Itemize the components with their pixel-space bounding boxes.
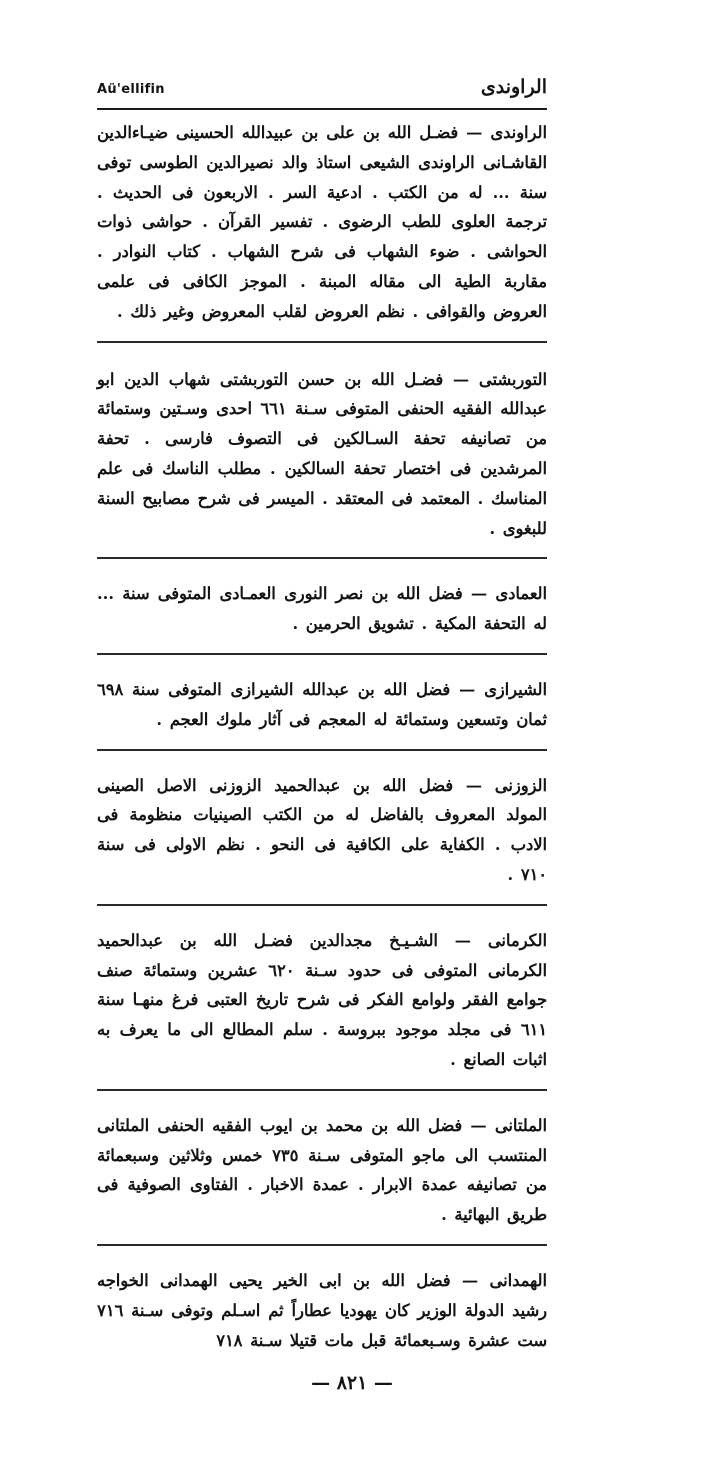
entry-divider <box>97 904 547 906</box>
entry-text: الملتانى — فضل الله بن محمد بن ايوب الفقيه الحنفى الملتانى المنتسب الى ماجو المتوفى سـنة ٧٣٥ خمس وثلاثين وسبعمائة من تصانيفه عمدة الابرار . عمدة الاخبار . الفتاوى الصوفية فى طريق البهائية . <box>97 1115 547 1225</box>
entry-text: التوربشتى — فضـل الله بن حسن التوربشتى شهاب الدين ابو عبدالله الفقيه الحنفى المتوفى سـنة ٦٦١ احدى وسـتين وستمائة من تصانيفه تحفة السـالكين فى التصوف فارسى . تحفة المرشدين فى اختصار تحفة السالكين . مطلب الناسك فى علم المناسك . المعتمد فى المعتقد . الميسر فى شرح مصابيح السنة للبغوى . <box>97 369 547 538</box>
entry-text: الراوندى — فضـل الله بن على بن عبيدالله الحسينى ضيـاءالدين القاشـانى الراوندى الشيعى استاذ والد نصيرالدين الطوسى توفى سنة ... له من الكتب . ادعية السر . الاربعون فى الحديث . ترجمة العلوى للطب الرضوى . تفسير القرآن . حواشى ذوات الحواشى . ضوء الشهاب فى شرح الشهاب . كتاب النوادر . مقاربة الطية الى مقاله المبنة . الموجز الكافى فى علمى العروض والقوافى . نظم العروض لقلب المعروض وغير ذلك . <box>97 123 547 321</box>
header-divider <box>97 108 547 110</box>
entry-text: العمادى — فضل الله بن نصر النورى العمـادى المتوفى سنة ... له التحفة المكية . تشويق الحرمين . <box>97 584 547 634</box>
entry-divider <box>97 749 547 751</box>
entry-turbushti <box>97 365 547 560</box>
entry-hamadani <box>97 1266 547 1355</box>
entry-kirmani <box>97 926 547 1091</box>
entry-divider <box>97 1244 547 1246</box>
header-arabic-title: الراوندى <box>480 76 547 98</box>
entry-text: الزوزنى — فضل الله بن عبدالحميد الزوزنى الاصل الصينى المولد المعروف بالفاضل له من الكتب الصينيات منظومة فى الادب . الكفاية على الكافية فى النحو . نظم الاولى فى سنة ٧١٠ . <box>97 775 547 884</box>
entry-text: الكرمانى — الشـيـخ مجدالدين فضـل الله بن عبدالحميد الكرمانى المتوفى فى حدود سـنة ٦٢٠ عشرين وستمائة صنف جوامع الفقر ولوامع الفكر فى شرح تاريخ العتبى فرغ منهـا سنة ٦١١ فى مجلد موجود ببروسة . سلم المطالع الى ما يعرف به اثبات الصانع . <box>97 930 547 1069</box>
entry-zawzani <box>97 771 547 906</box>
entry-imadi <box>97 579 547 655</box>
running-header <box>97 76 547 108</box>
header-latin-label: Aü'ellifin <box>97 82 165 97</box>
entry-text: الهمدانى — فضل الله بن ابى الخير يحيى الهمدانى الخواجه رشيد الدولة الوزير كان يهوديا عطاراً ثم اسـلم وتوفى سـنة ٧١٦ ست عشرة وسـبعمائة قبل مات قتيلا سـنة ٧١٨ <box>97 1270 547 1350</box>
entry-divider <box>97 653 547 655</box>
entry-text: الشيرازى — فضل الله بن عبدالله الشيرازى المتوفى سنة ٦٩٨ ثمان وتسعين وستمائة له المعجم فى آثار ملوك العجم . <box>97 679 547 729</box>
entry-rawandi <box>97 118 547 343</box>
entry-shirazi <box>97 675 547 751</box>
entry-divider <box>97 557 547 559</box>
page-number: — ٨٢١ — <box>311 1372 393 1394</box>
entry-divider <box>97 341 547 343</box>
entry-divider <box>97 1089 547 1091</box>
entries-column <box>97 118 547 1355</box>
entry-multani <box>97 1111 547 1246</box>
